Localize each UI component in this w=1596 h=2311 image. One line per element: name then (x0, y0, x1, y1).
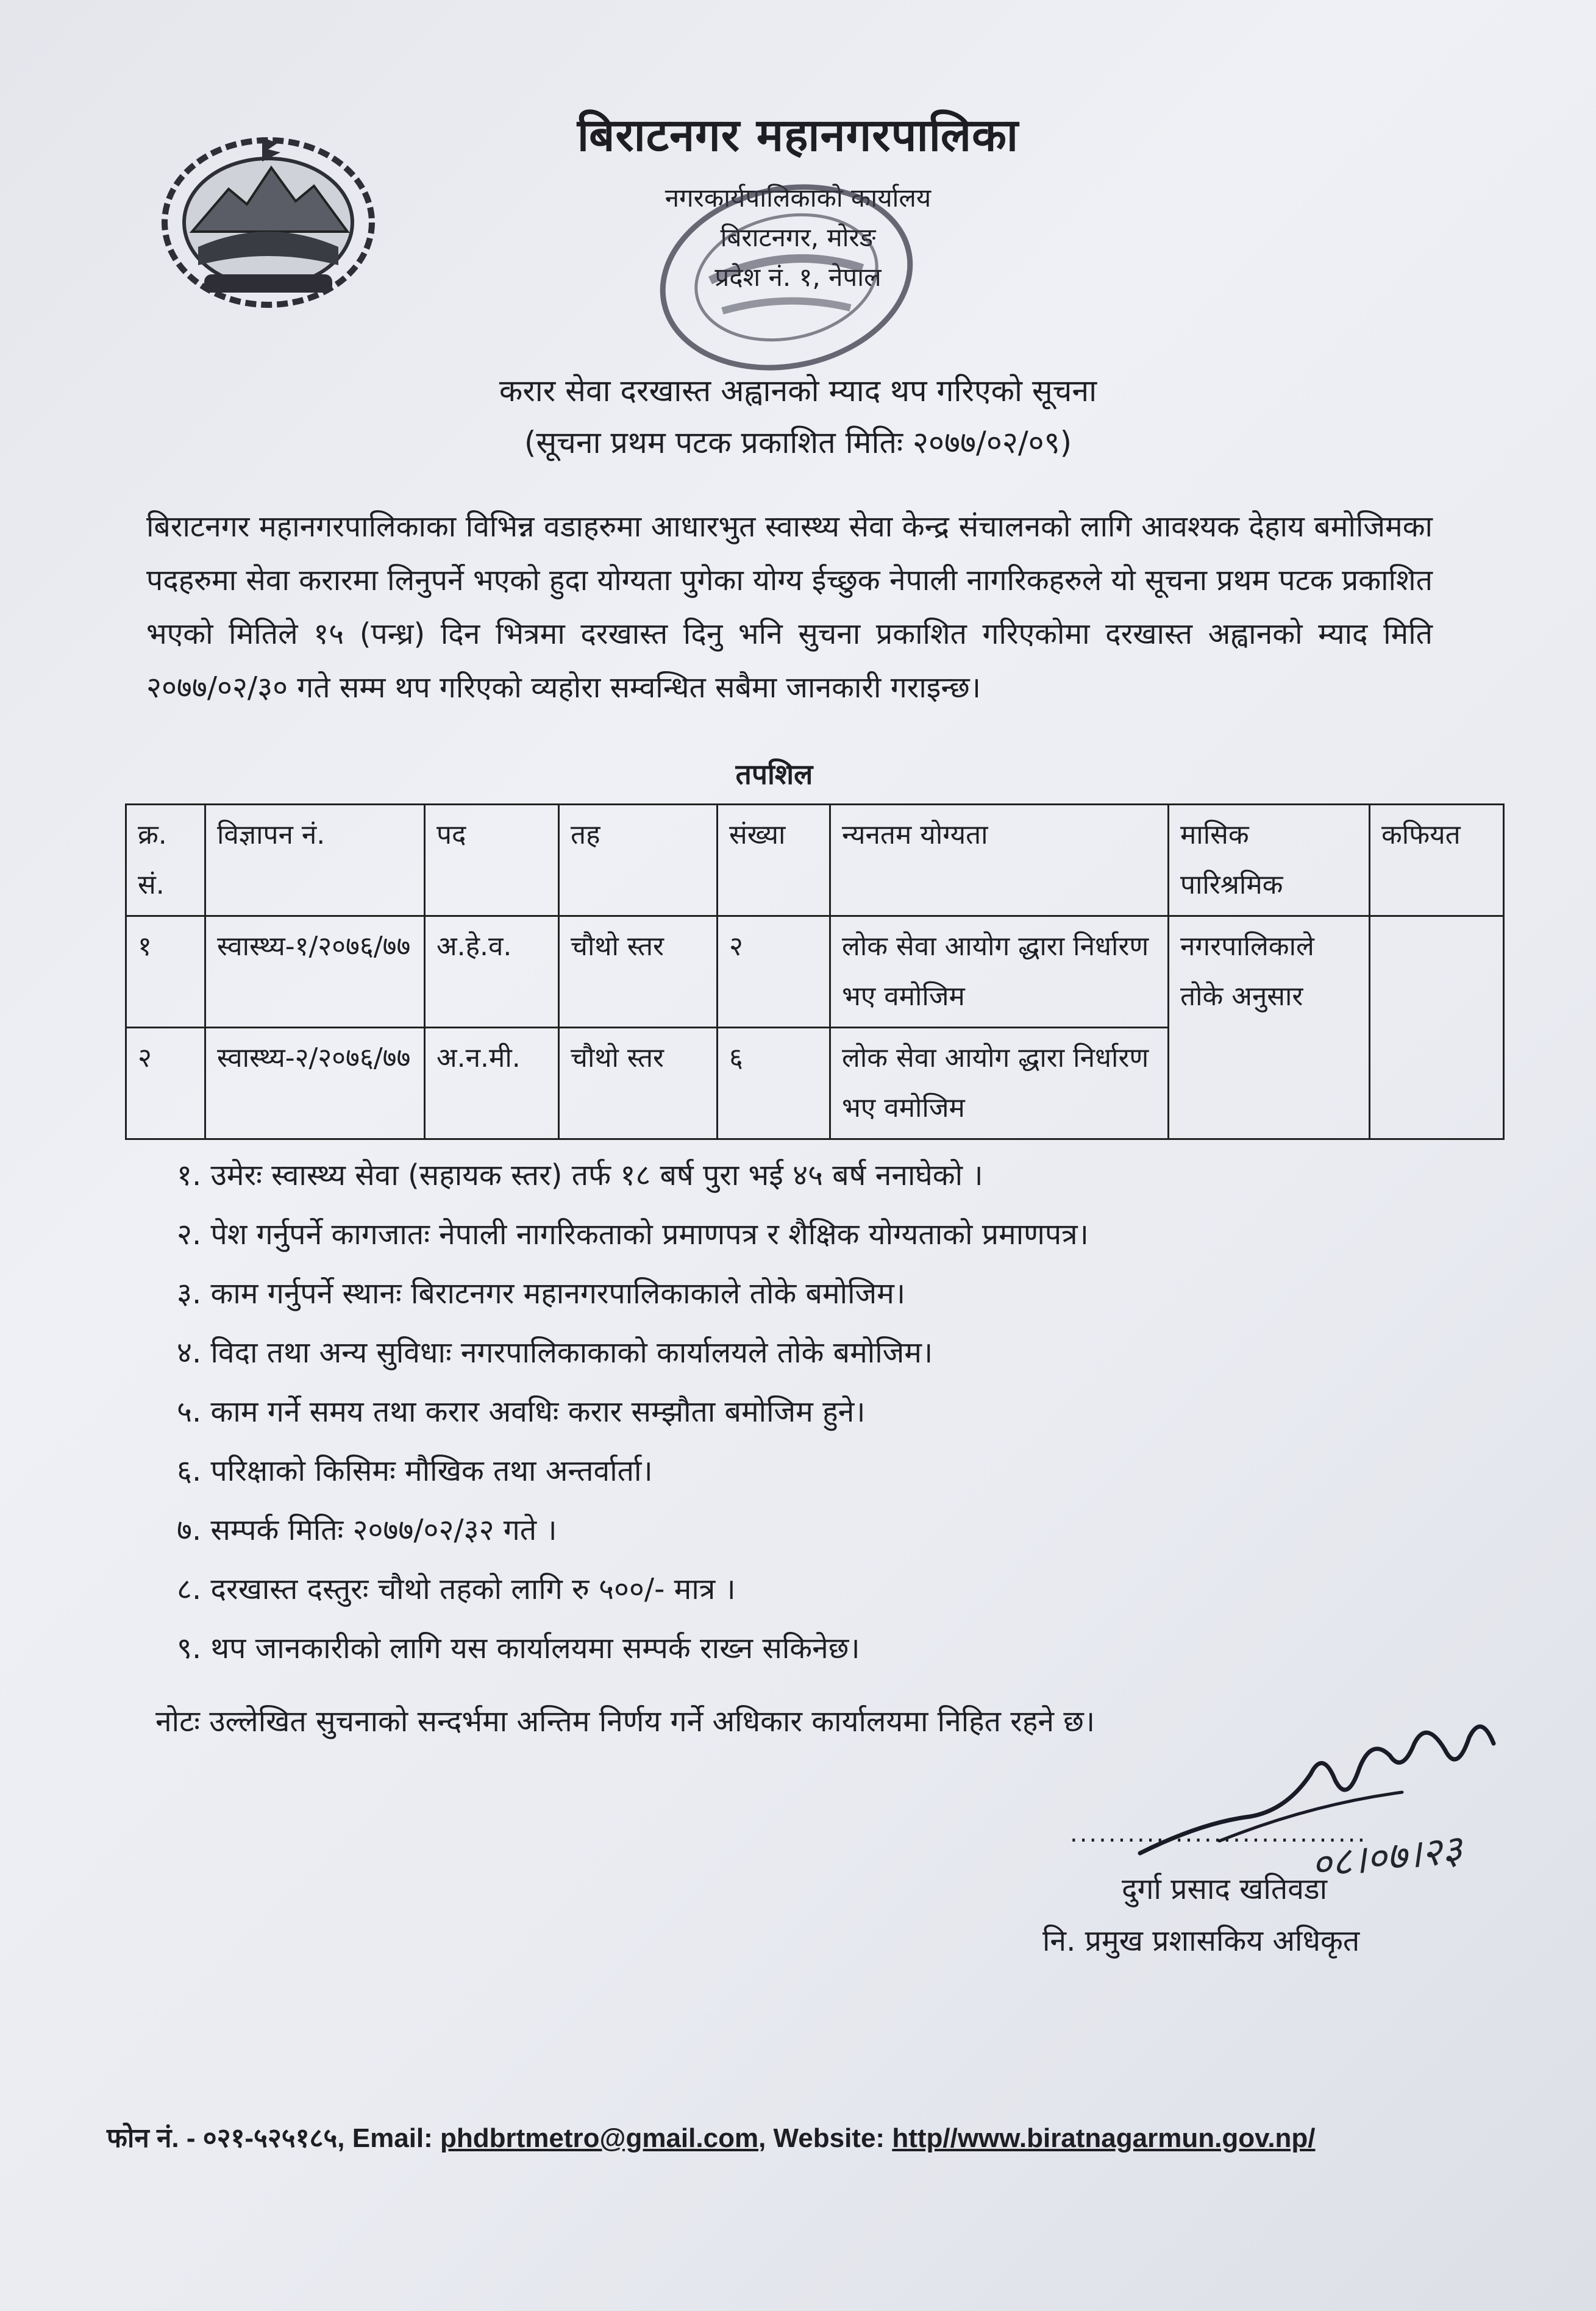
signer-name: दुर्गा प्रसाद खतिवडा (1122, 1872, 1327, 1906)
condition-item: ५. काम गर्ने समय तथा करार अवधिः करार सम्झौता बमोजिम हुने। (177, 1395, 866, 1429)
cell-level: चौथो स्तर (559, 1028, 718, 1139)
email-link[interactable]: phdbrtmetro@gmail.com (440, 2123, 759, 2153)
header-salary: मासिक पारिश्रमिक (1169, 805, 1370, 916)
header-level: तह (559, 805, 718, 916)
office-name: नगरकार्यपालिकाको कार्यालय (664, 183, 932, 213)
office-stamp (649, 177, 924, 378)
email-label: , Email: (337, 2123, 441, 2153)
condition-item: ९. थप जानकारीको लागि यस कार्यालयमा सम्पर्क राख्न सकिनेछ। (177, 1631, 860, 1665)
footer-contact (107, 2118, 1316, 2155)
cell-ad-no: स्वास्थ्य-२/२०७६/७७ (205, 1028, 425, 1139)
cell-post: अ.न.मी. (425, 1028, 559, 1139)
office-city: बिराटनगर, मोरङ (720, 223, 876, 252)
note-text: नोटः उल्लेखित सुचनाको सन्दर्भमा अन्तिम निर्णय गर्ने अधिकार कार्यालयमा निहित रहने छ। (155, 1704, 1095, 1739)
cell-remarks (1370, 916, 1504, 1139)
cell-count: २ (718, 916, 830, 1028)
website-link[interactable]: http//www.biratnagarmun.gov.np/ (892, 2123, 1316, 2153)
cell-ad-no: स्वास्थ्य-१/२०७६/७७ (205, 916, 425, 1028)
signature-line: ............................... (1070, 1820, 1367, 1848)
condition-item: ४. विदा तथा अन्य सुविधाः नगरपालिकाकाको कार्यालयले तोके बमोजिम। (177, 1336, 933, 1370)
condition-item: २. पेश गर्नुपर्ने कागजातः नेपाली नागरिकताको प्रमाणपत्र र शैक्षिक योग्यताको प्रमाणपत्र। (177, 1217, 1089, 1252)
phone-number: ०२१-५२५१८५ (202, 2123, 338, 2153)
header-remarks: कफियत (1370, 805, 1504, 916)
phone-label: फोन नं. - (107, 2123, 203, 2153)
header-count: संख्या (718, 805, 830, 916)
table-row (126, 916, 1504, 1028)
cell-count: ६ (718, 1028, 830, 1139)
conditions-list (177, 1146, 1457, 1678)
cell-qualification: लोक सेवा आयोग द्धारा निर्धारण भए वमोजिम (830, 1028, 1169, 1139)
notice-subtitle: (सूचना प्रथम पटक प्रकाशित मितिः २०७७/०२/०९) (524, 425, 1072, 460)
header-ad-no: विज्ञापन नं. (205, 805, 425, 916)
org-name: बिराटनगर महानगरपालिका (577, 109, 1019, 162)
table-caption: तपशिल (735, 758, 813, 791)
cell-sn: १ (126, 916, 205, 1028)
cell-post: अ.हे.व. (425, 916, 559, 1028)
signature-date: ०८।०७।२३ (1309, 1827, 1464, 1888)
cell-level: चौथो स्तर (559, 916, 718, 1028)
cell-sn: २ (126, 1028, 205, 1139)
table-header-row (126, 805, 1504, 916)
header-post: पद (425, 805, 559, 916)
header-qualification: न्यनतम योग्यता (830, 805, 1169, 916)
vacancy-table (125, 803, 1505, 1140)
header-sn: क्र. सं. (126, 805, 205, 916)
notice-title: करार सेवा दरखास्त अह्वानको म्याद थप गरिएको सूचना (499, 373, 1097, 408)
cell-qualification: लोक सेवा आयोग द्धारा निर्धारण भए वमोजिम (830, 916, 1169, 1028)
signer-title: नि. प्रमुख प्रशासकिय अधिकृत (1042, 1924, 1360, 1958)
notice-body: बिराटनगर महानगरपालिकाका विभिन्न वडाहरुमा आधारभुत स्वास्थ्य सेवा केन्द्र संचालनको लागि आवश्यक देहाय बमोजिमका पदहरुमा सेवा करारमा लिनुपर्ने भएको हुदा योग्यता पुगेका योग्य ईच्छुक नेपाली नागरिकहरुले यो सूचना प्रथम पटक प्रकाशित भएको मितिले १५ (पन्ध्र) दिन भित्रमा दरखास्त दिनु भनि सुचना प्रकाशित गरिएकोमा दरखास्त अह्वानको म्याद मिति २०७७/०२/३० गते सम्म थप गरिएको व्यहोरा सम्वन्धित सबैमा जानकारी गराइन्छ। (146, 510, 1433, 705)
condition-item: १. उमेरः स्वास्थ्य सेवा (सहायक स्तर) तर्फ १८ बर्ष पुरा भई ४५ बर्ष ननाघेको । (177, 1158, 983, 1192)
condition-item: ७. सम्पर्क मितिः २०७७/०२/३२ गते । (177, 1513, 557, 1547)
website-label: , Website: (758, 2123, 892, 2153)
condition-item: ३. काम गर्नुपर्ने स्थानः बिराटनगर महानगरपालिकाकाले तोके बमोजिम। (177, 1277, 906, 1311)
cell-salary: नगरपालिकाले तोके अनुसार (1169, 916, 1370, 1139)
condition-item: ६. परिक्षाको किसिमः मौखिक तथा अन्तर्वार्ता। (177, 1454, 653, 1488)
office-province: प्रदेश नं. १, नेपाल (714, 262, 882, 292)
condition-item: ८. दरखास्त दस्तुरः चौथो तहको लागि रु ५००/- मात्र । (177, 1572, 736, 1606)
